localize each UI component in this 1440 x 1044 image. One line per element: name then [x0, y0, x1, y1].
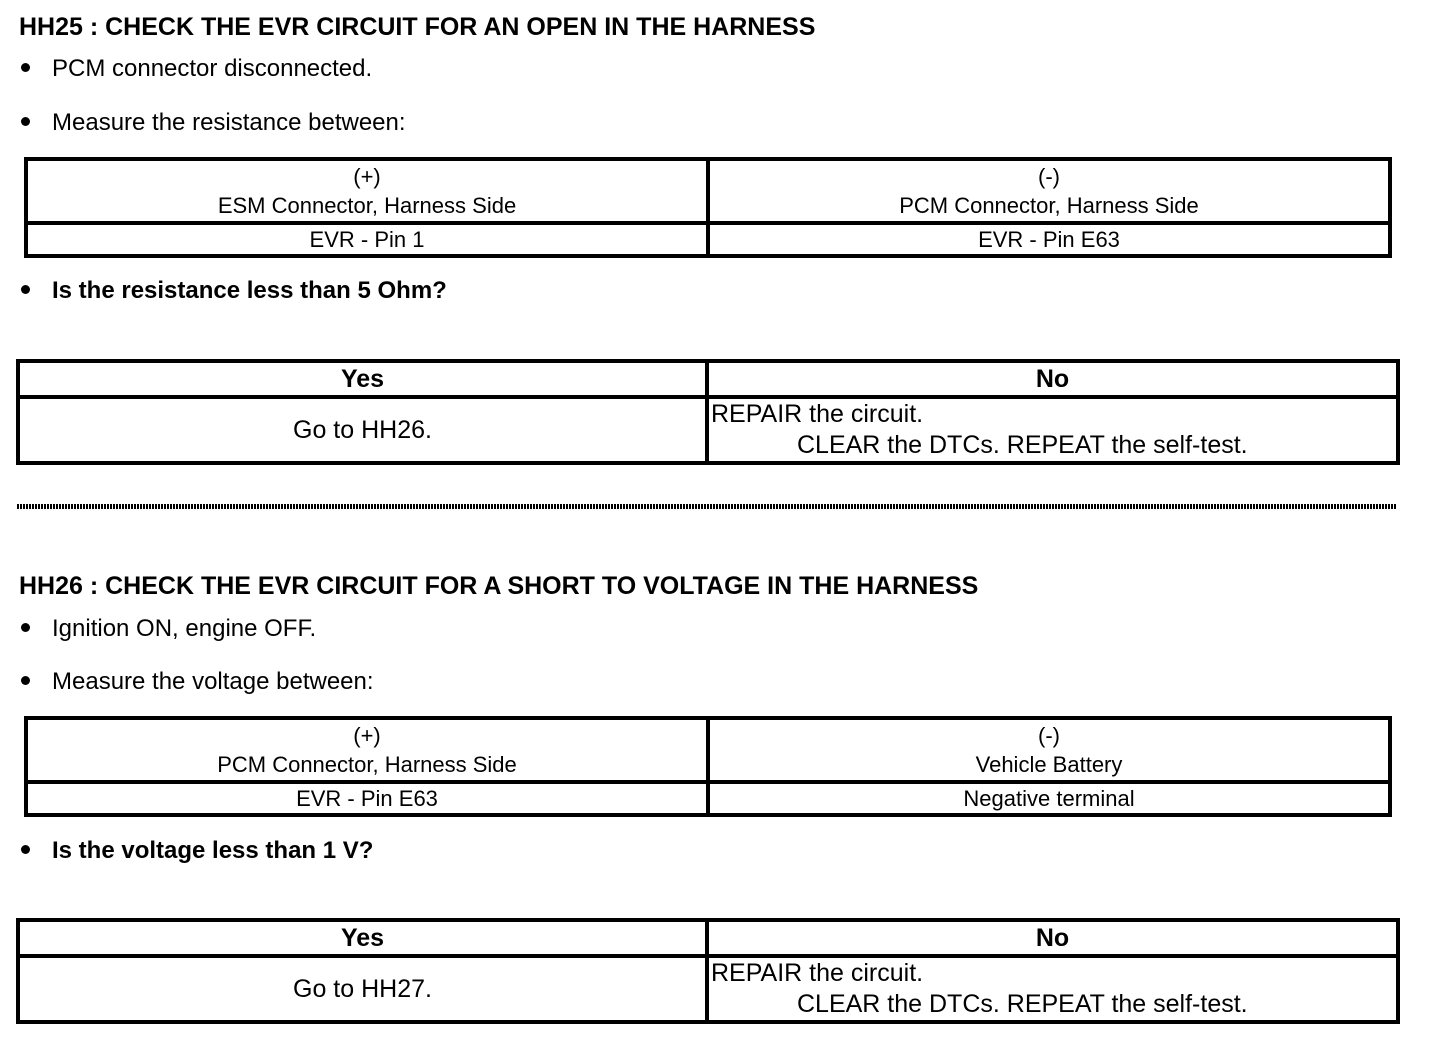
- plus-probe-label: PCM Connector, Harness Side: [217, 752, 517, 777]
- measurement-table: [24, 157, 1392, 258]
- no-action-line: REPAIR the circuit.: [711, 959, 924, 987]
- bullet-text: Measure the resistance between:: [52, 109, 406, 136]
- no-action-line: CLEAR the DTCs. REPEAT the self-test.: [797, 431, 1248, 459]
- bullet-text: PCM connector disconnected.: [52, 55, 373, 82]
- question-item: [19, 276, 447, 306]
- plus-probe-value: EVR - Pin 1: [26, 223, 708, 256]
- section-heading-hh25: HH25 : CHECK THE EVR CIRCUIT FOR AN OPEN IN THE HARNESS: [19, 13, 816, 41]
- question-item: [19, 836, 373, 866]
- minus-probe-cell: [708, 159, 1390, 223]
- bullet-item: [19, 667, 374, 697]
- plus-sign: (+): [353, 164, 381, 189]
- bullet-text: Ignition ON, engine OFF.: [52, 615, 317, 642]
- bullet-item: [19, 614, 316, 644]
- question-text: Is the voltage less than 1 V?: [52, 837, 374, 864]
- no-header: No: [707, 920, 1398, 956]
- bullet-icon: [21, 623, 30, 632]
- yes-header: Yes: [18, 920, 707, 956]
- minus-sign: (-): [1038, 164, 1060, 189]
- minus-probe-cell: [708, 718, 1390, 782]
- bullet-icon: [21, 117, 30, 126]
- bullet-icon: [21, 845, 30, 854]
- bullet-icon: [21, 285, 30, 294]
- no-action-line: CLEAR the DTCs. REPEAT the self-test.: [797, 990, 1248, 1018]
- question-text: Is the resistance less than 5 Ohm?: [52, 277, 447, 304]
- yes-header: Yes: [18, 361, 707, 397]
- bullet-icon: [21, 676, 30, 685]
- section-divider: [17, 504, 1396, 509]
- minus-probe-label: Vehicle Battery: [975, 752, 1123, 777]
- no-action: [707, 956, 1398, 1022]
- bullet-item: [19, 54, 372, 84]
- no-header: No: [707, 361, 1398, 397]
- result-table: [16, 918, 1400, 1024]
- yes-action: Go to HH26.: [18, 397, 707, 463]
- bullet-item: [19, 108, 406, 138]
- yes-action: Go to HH27.: [18, 956, 707, 1022]
- no-action: [707, 397, 1398, 463]
- bullet-icon: [21, 63, 30, 72]
- plus-probe-label: ESM Connector, Harness Side: [217, 193, 517, 218]
- plus-probe-cell: [26, 718, 708, 782]
- measurement-table: [24, 716, 1392, 817]
- minus-probe-value: EVR - Pin E63: [708, 223, 1390, 256]
- plus-probe-value: EVR - Pin E63: [26, 782, 708, 815]
- no-action-line: REPAIR the circuit.: [711, 400, 924, 428]
- minus-probe-value: Negative terminal: [708, 782, 1390, 815]
- plus-sign: (+): [353, 723, 381, 748]
- section-heading-hh26: HH26 : CHECK THE EVR CIRCUIT FOR A SHORT TO VOLTAGE IN THE HARNESS: [19, 572, 979, 600]
- bullet-text: Measure the voltage between:: [52, 668, 374, 695]
- result-table: [16, 359, 1400, 465]
- minus-probe-label: PCM Connector, Harness Side: [899, 193, 1199, 218]
- minus-sign: (-): [1038, 723, 1060, 748]
- plus-probe-cell: [26, 159, 708, 223]
